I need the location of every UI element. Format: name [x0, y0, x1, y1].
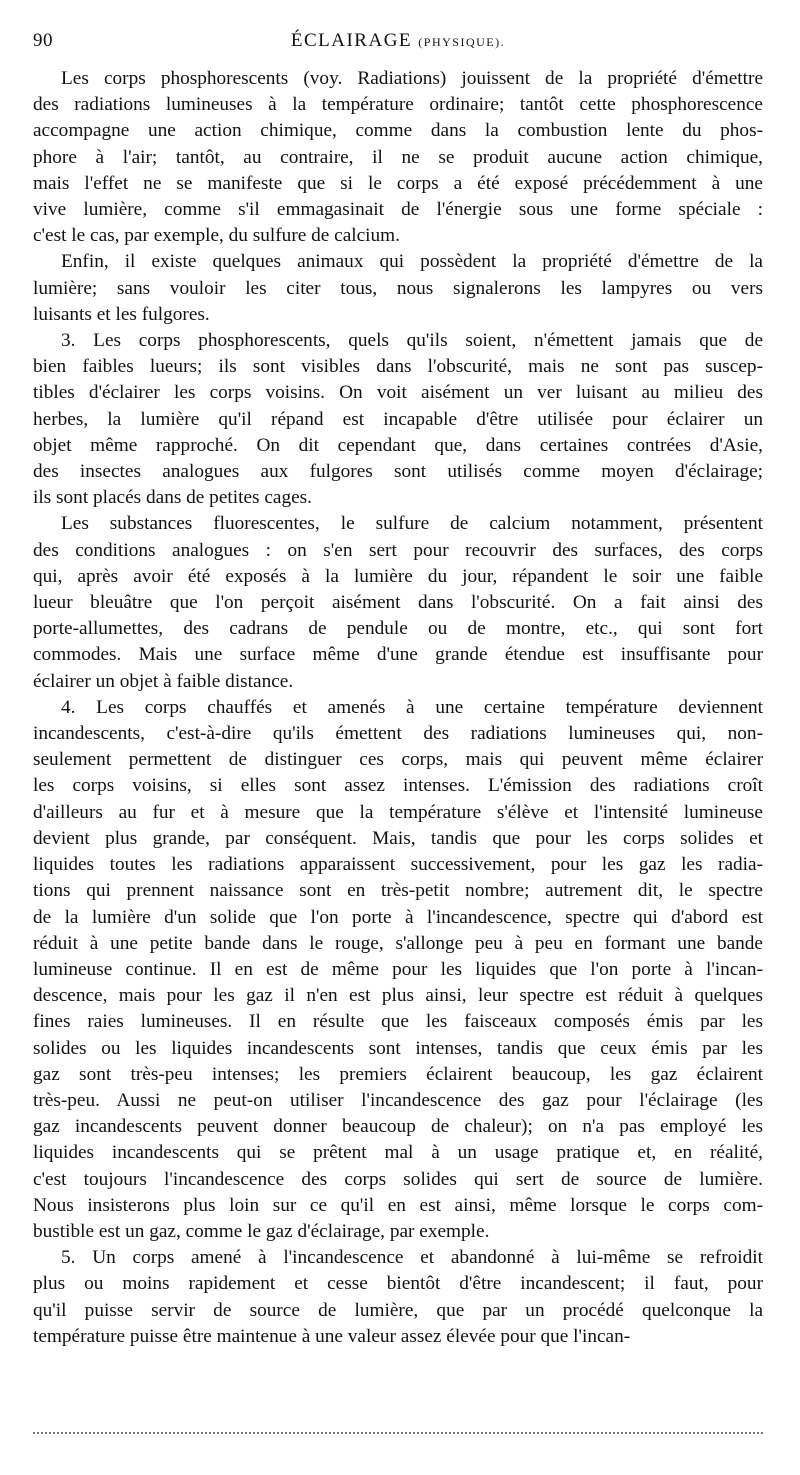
text-line: luisants et les fulgores. [33, 303, 210, 325]
running-header [33, 30, 763, 58]
text-line: des conditions analogues : on s'en sert pour recouvrir des surfaces, des corps [33, 539, 763, 561]
text-line: c'est le cas, par exemple, du sulfure de calcium. [33, 225, 400, 247]
text-line: bustible est un gaz, comme le gaz d'éclairage, par exemple. [33, 1220, 490, 1242]
text-line: accompagne une action chimique, comme dans la combustion lente du phos- [33, 120, 763, 142]
text-line: qui, après avoir été exposés à la lumière du jour, répandent le soir une faible [33, 565, 763, 587]
running-title-sub: (PHYSIQUE). [418, 35, 506, 49]
text-line: mais l'effet ne se manifeste que si le corps a été exposé précédemment à une [33, 172, 763, 194]
text-line: les corps voisins, si elles sont assez intenses. L'émission des radiations croît [33, 775, 763, 797]
text-line: objet même rapproché. On dit cependant que, dans certaines contrées d'Asie, [33, 434, 763, 456]
text-line: incandescents, c'est-à-dire qu'ils émettent des radiations lumineuses qui, non- [33, 723, 763, 745]
text-line: de la lumière d'un solide que l'on porte à l'incandescence, spectre qui d'abord est [33, 906, 763, 928]
text-line: d'ailleurs au fur et à mesure que la température s'élève et l'intensité lumineuse [33, 801, 763, 823]
text-line: gaz incandescents peuvent donner beaucoup de chaleur); on n'a pas employé les [33, 1116, 763, 1138]
text-line: seulement permettent de distinguer ces corps, mais qui peuvent même éclairer [33, 749, 763, 771]
text-line: ils sont placés dans de petites cages. [33, 487, 312, 509]
text-line: Les corps phosphorescents (voy. Radiations) jouissent de la propriété d'émettre [61, 68, 763, 89]
text-line: lumineuse continue. Il en est de même pour les liquides que l'on porte à l'incan- [33, 958, 763, 980]
text-line: liquides incandescents qui se prêtent mal à un usage pratique et, en réalité, [33, 1142, 763, 1164]
text-line: vive lumière, comme s'il emmagasinait de l'énergie sous une forme spéciale : [33, 199, 763, 221]
text-line: commodes. Mais une surface même d'une grande étendue est insuffisante pour [33, 644, 763, 666]
text-line: Enfin, il existe quelques animaux qui possèdent la propriété d'émettre de la [61, 251, 763, 273]
text-line: lueur bleuâtre que l'on perçoit aisément dans l'obscurité. On a fait ainsi des [33, 592, 763, 614]
text-line: Nous insisterons plus loin sur ce qu'il en est ainsi, même lorsque le corps com- [33, 1194, 763, 1216]
text-line: porte-allumettes, des cadrans de pendule ou de montre, etc., qui sont fort [33, 618, 763, 640]
text-line: 3. Les corps phosphorescents, quels qu'ils soient, n'émettent jamais que de [61, 330, 763, 352]
text-line: température puisse être maintenue à une valeur assez élevée pour que l'incan- [33, 1325, 631, 1347]
text-line: liquides toutes les radiations apparaissent successivement, pour les gaz les radia- [33, 854, 763, 876]
text-line: gaz sont très-peu intenses; les premiers éclairent beaucoup, les gaz éclairent [33, 1063, 763, 1085]
running-title [33, 30, 763, 52]
text-line: descence, mais pour les gaz il n'en est plus ainsi, leur spectre est réduit à quelques [33, 985, 763, 1007]
text-line: éclairer un objet à faible distance. [33, 670, 294, 692]
text-line: c'est toujours l'incandescence des corps solides qui sert de source de lumière. [33, 1168, 763, 1190]
text-line: solides ou les liquides incandescents sont intenses, tandis que ceux émis par les [33, 1037, 763, 1059]
text-line: des insectes analogues aux fulgores sont utilisés comme moyen d'éclairage; [33, 461, 763, 483]
text-line: très-peu. Aussi ne peut-on utiliser l'incandescence des gaz pour l'éclairage (les [33, 1089, 763, 1111]
text-line: bien faibles lueurs; ils sont visibles dans l'obscurité, mais ne sont pas suscep- [33, 356, 763, 378]
text-line: tions qui prennent naissance sont en très-petit nombre; autrement dit, le spectre [33, 880, 763, 902]
text-line: plus ou moins rapidement et cesse bientôt d'être incandescent; il faut, pour [33, 1273, 763, 1295]
footer-dotted-rule [33, 1432, 763, 1434]
text-line: tibles d'éclairer les corps voisins. On voit aisément un ver luisant au milieu des [33, 382, 763, 404]
text-line: phore à l'air; tantôt, au contraire, il ne se produit aucune action chimique, [33, 146, 763, 168]
text-line: lumière; sans vouloir les citer tous, nous signalerons les lampyres ou vers [33, 277, 763, 299]
text-line: qu'il puisse servir de source de lumière, que par un procédé quelconque la [33, 1299, 763, 1321]
article-body [33, 66, 763, 1350]
text-line: 5. Un corps amené à l'incandescence et abandonné à lui-même se refroidit [61, 1247, 763, 1269]
text-line: des radiations lumineuses à la température ordinaire; tantôt cette phosphorescence [33, 94, 763, 116]
text-line: 4. Les corps chauffés et amenés à une certaine température deviennent [61, 696, 763, 718]
text-line: herbes, la lumière qu'il répand est incapable d'être utilisée pour éclairer un [33, 408, 763, 430]
text-line: réduit à une petite bande dans le rouge, s'allonge peu à peu en formant une bande [33, 932, 763, 954]
text-line: Les substances fluorescentes, le sulfure de calcium notamment, présentent [61, 513, 763, 535]
text-line: fines raies lumineuses. Il en résulte que les faisceaux composés émis par les [33, 1011, 763, 1033]
page-number: 90 [33, 30, 53, 51]
text-line: devient plus grande, par conséquent. Mais, tandis que pour les corps solides et [33, 827, 763, 849]
running-title-main: ÉCLAIRAGE [290, 30, 413, 51]
